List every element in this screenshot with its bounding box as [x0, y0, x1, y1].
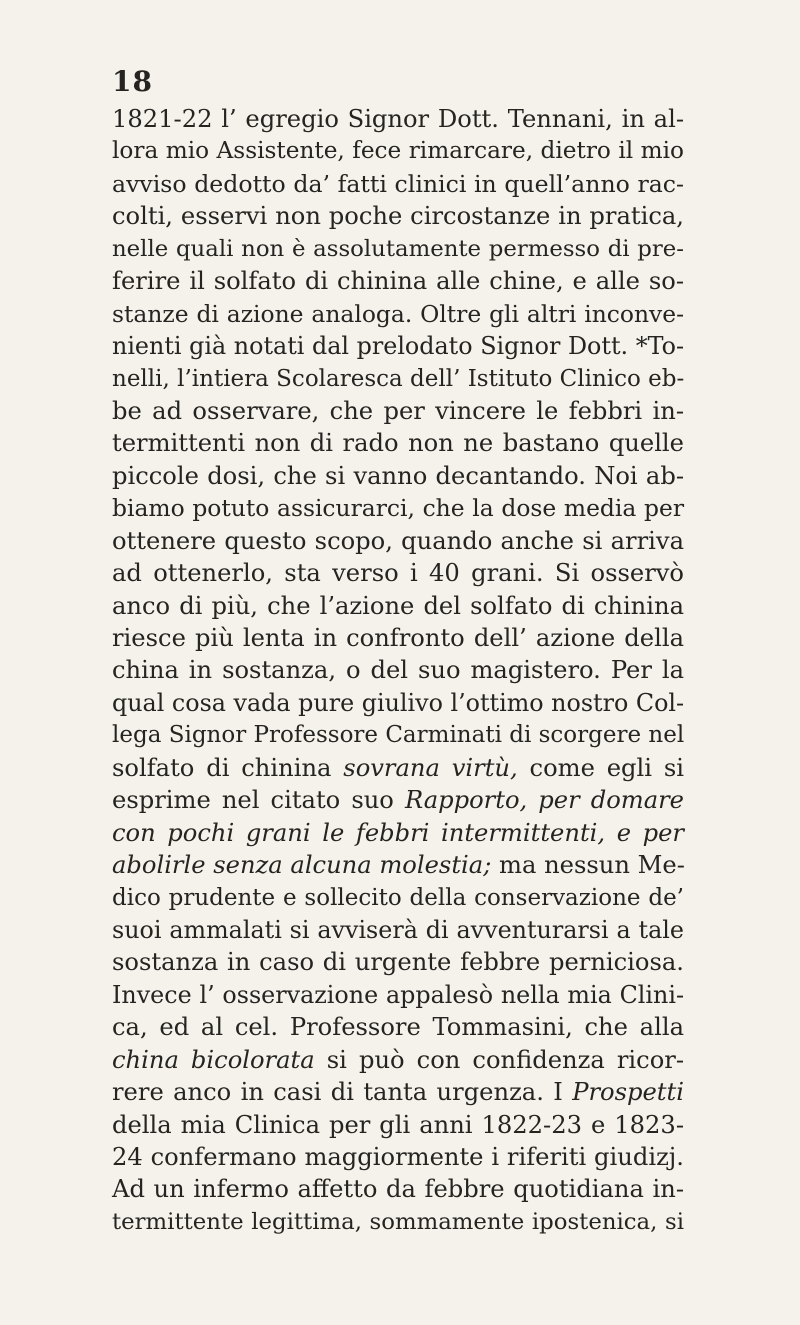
text-line — [112, 460, 684, 492]
text-line — [112, 233, 684, 265]
text-segment: piccole dosi, che si vanno decantando. Noi ab- — [112, 461, 684, 490]
text-segment: 24 confermano maggiormente i riferiti giudizj. — [112, 1143, 684, 1171]
text-line — [112, 752, 684, 784]
text-line — [112, 265, 684, 297]
italic-text-segment: abolirle senza alcuna molestia; — [112, 851, 492, 880]
italic-text-segment: con pochi grani le febbri intermittenti, e per — [112, 818, 684, 847]
text-line — [112, 1173, 684, 1205]
page-number: 18 — [112, 65, 153, 98]
text-segment: ferire il solfato di chinina alle chine, e alle so- — [112, 267, 684, 296]
text-segment: termittenti non di rado non ne bastano quelle — [112, 429, 684, 458]
italic-text-segment: sovrana virtù, — [343, 753, 518, 782]
text-line — [112, 330, 684, 362]
text-line — [112, 654, 684, 686]
text-segment: sostanza in caso di urgente febbre perniciosa. — [112, 948, 684, 977]
text-segment: della mia Clinica per gli anni 1822-23 e 1823- — [112, 1110, 684, 1139]
text-segment: Invece l’ osservazione appalesò nella mia Clini- — [112, 980, 684, 1009]
text-segment: stanze di azione analoga. Oltre gli altri inconve- — [112, 299, 684, 328]
italic-text-segment: china bicolorata — [112, 1045, 315, 1074]
text-line — [112, 168, 684, 200]
text-segment: be ad osservare, che per vincere le febbri in- — [112, 396, 684, 425]
text-line — [112, 363, 684, 395]
text-line — [112, 200, 684, 232]
text-segment: biamo potuto assicurarci, che la dose media per — [112, 494, 684, 523]
italic-text-segment: Rapporto, per domare — [404, 786, 684, 815]
text-segment: Ad un infermo affetto da febbre quotidiana in- — [112, 1175, 684, 1204]
text-line — [112, 622, 684, 654]
body-text — [112, 103, 684, 1238]
text-line — [112, 525, 684, 557]
text-segment: 1821-22 l’ egregio Signor Dott. Tennani, in al- — [112, 105, 684, 133]
text-segment: ad ottenerlo, sta verso i 40 grani. Si osservò — [112, 559, 684, 588]
text-line — [112, 1206, 684, 1238]
text-segment: riesce più lenta in confronto dell’ azione della — [112, 624, 684, 652]
text-segment: come egli si — [517, 753, 684, 782]
text-segment: dico prudente e sollecito della conservazione de’ — [112, 884, 684, 911]
text-line — [112, 687, 684, 719]
italic-text-segment: Prospetti — [572, 1078, 684, 1107]
text-segment: nelle quali non è assolutamente permesso di pre- — [112, 235, 684, 262]
text-line — [112, 1011, 684, 1043]
text-segment: rere anco in casi di tanta urgenza. I — [112, 1078, 573, 1107]
text-line — [112, 298, 684, 330]
text-segment: suoi ammalati si avviserà di avventurarsi a tale — [112, 915, 684, 944]
text-segment: nienti già notati dal prelodato Signor Dott. *To- — [112, 332, 684, 361]
text-line — [112, 719, 684, 751]
text-segment: ma nessun Me- — [491, 851, 685, 880]
text-segment: ca, ed al cel. Professore Tommasini, che alla — [112, 1013, 684, 1042]
text-segment: avviso dedotto da’ fatti clinici in quell’anno rac- — [112, 169, 684, 198]
text-line — [112, 849, 684, 881]
text-line — [112, 1141, 684, 1173]
text-segment: termittente legittima, sommamente ipostenica, si — [112, 1208, 684, 1235]
text-segment: si può con confidenza ricor- — [314, 1045, 685, 1074]
text-line — [112, 882, 684, 914]
text-segment: nelli, l’intiera Scolaresca dell’ Istituto Clinico eb- — [112, 365, 685, 392]
text-segment: china in sostanza, o del suo magistero. Per la — [112, 656, 684, 685]
text-line — [112, 1044, 684, 1076]
text-line — [112, 1076, 684, 1108]
text-segment: ottenere questo scopo, quando anche si arriva — [112, 526, 684, 555]
text-line — [112, 492, 684, 524]
text-line — [112, 1109, 684, 1141]
text-line — [112, 946, 684, 978]
text-segment: solfato di chinina — [112, 753, 344, 782]
text-line — [112, 135, 684, 167]
text-segment: colti, esservi non poche circostanze in pratica, — [112, 202, 684, 231]
text-line — [112, 557, 684, 589]
text-segment: anco di più, che l’azione del solfato di chinina — [112, 591, 684, 620]
text-line — [112, 979, 684, 1011]
text-line — [112, 103, 684, 135]
text-segment: qual cosa vada pure giulivo l’ottimo nostro Col- — [112, 688, 685, 717]
text-line — [112, 914, 684, 946]
text-line — [112, 817, 684, 849]
text-line — [112, 784, 684, 816]
text-line — [112, 427, 684, 459]
text-segment: lega Signor Professore Carminati di scorgere nel — [112, 722, 685, 749]
text-segment: esprime nel citato suo — [112, 786, 405, 815]
text-segment: lora mio Assistente, fece rimarcare, dietro il mio — [112, 137, 684, 165]
text-line — [112, 590, 684, 622]
text-line — [112, 395, 684, 427]
